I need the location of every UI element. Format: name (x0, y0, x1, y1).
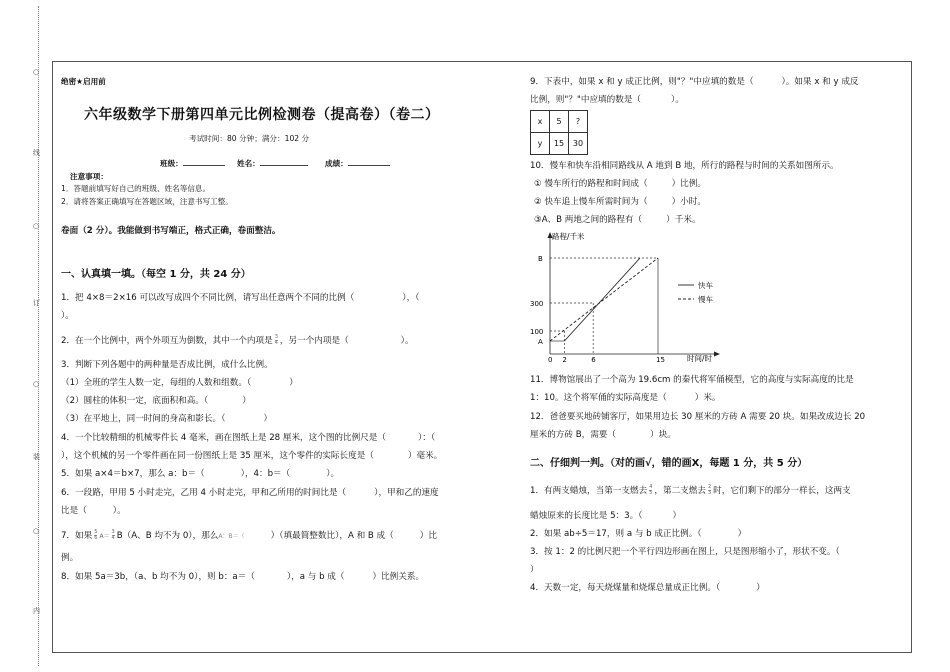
question-6: 6．一段路，甲用 5 小时走完，乙用 4 小时走完，甲和乙所用的时间比是（ ），甲和乙的速度 (61, 488, 439, 498)
question-5: 5．如果 a×4＝b×7，那么 a：b＝（ ），4：b＝（ ）。 (61, 469, 340, 479)
table-row (531, 133, 588, 155)
gutter-char: ○ (33, 222, 40, 230)
x-tick-label: 6 (591, 356, 596, 363)
exam-info: 考试时间：80 分钟；满分：102 分 (189, 134, 310, 143)
judge-1-cont: 蜡烛原来的长度比是 5：3。（ ） (530, 511, 682, 521)
question-3: 3．判断下列各题中的两种量是否成比例，成什么比例。 (61, 360, 273, 370)
page-frame (52, 61, 912, 653)
y-tick-label: 300 (530, 300, 544, 308)
note-1: 1．答题前填写好自己的班级、姓名等信息。 (61, 184, 211, 193)
name-blank[interactable] (260, 165, 308, 166)
gutter-char: ○ (33, 380, 40, 388)
question-8: 8．如果 5a＝3b，（a、b 均不为 0），则 b：a＝（ ），a 与 b 成（ ）比例关系。 (61, 572, 425, 582)
gutter-char: 线 (33, 149, 40, 157)
slow-car-line (550, 258, 658, 341)
table-cell: y (531, 133, 550, 155)
note-2: 2．请将答案正确填写在答题区域，注意书写工整。 (61, 197, 233, 206)
judge-3-cont: ） (530, 565, 539, 575)
q3-item-1: （1）全班的学生人数一定，每组的人数和组数。（ ） (61, 378, 298, 388)
gutter-char: ○ (33, 527, 40, 535)
q3-item-2: （2）圆柱的体积一定，底面积和高。（ ） (61, 396, 251, 406)
legend-label: 快车 (698, 281, 713, 290)
x-axis-arrow (714, 352, 720, 357)
judge-2: 2．如果 ab÷5＝17，则 a 与 b 成正比例。（ ） (530, 529, 747, 539)
question-12: 12．爸爸要买地砖铺客厅，如果用边长 30 厘米的方砖 A 需要 20 块。如果改成边长 20 (530, 412, 866, 422)
section-2-title: 二、仔细判一判。（对的画√，错的画X，每题 1 分，共 5 分） (530, 458, 808, 469)
gutter-char: 装 (33, 453, 40, 461)
score-field (325, 158, 390, 169)
q10-item-3: ③A、B 两地之间的路程有（ ）千米。 (534, 215, 701, 225)
secret-label: 绝密★启用前 (61, 77, 106, 86)
page-title: 六年级数学下册第四单元比例检测卷（提高卷）（卷二） (84, 107, 440, 123)
question-11-cont: 1：10。这个将军俑的实际高度是（ ）米。 (530, 393, 721, 403)
score-label: 成绩： (325, 159, 348, 168)
q2-end: ）。 (400, 336, 414, 346)
question-12-cont: 厘米的方砖 B，需要（ ）块。 (530, 430, 676, 440)
q3-item-3: （3）在平地上，同一时间的身高和影长。（ ） (61, 414, 273, 424)
name-field (237, 158, 308, 169)
judge-4: 4．天数一定，每天烧煤量和烧煤总量成正比例。（ ） (530, 583, 765, 593)
question-7-cont: 例。 (61, 553, 79, 563)
q10-item-2: ② 快车追上慢车所需时间为（ ）小时。 (534, 197, 706, 207)
class-field (160, 158, 225, 169)
neatness-note: 卷面（2 分）。我能做到书写端正，格式正确，卷面整洁。 (61, 226, 281, 236)
q1-text: 1．把 4×8＝2×16 可以改写成四个不同比例，请写出任意两个不同的比例（ (61, 293, 355, 303)
fast-car-line (564, 258, 640, 341)
x-tick-label: 2 (562, 356, 567, 363)
fraction: $\frac{5}{6}$ (94, 529, 98, 541)
question-4: 4．一个比较精细的机械零件长 4 毫米，画在图纸上是 28 厘米，这个图的比例尺是（ ）：（ (61, 433, 436, 443)
table-row (531, 111, 588, 133)
section-1-title: 一、认真填一填。（每空 1 分，共 24 分） (61, 269, 251, 280)
y-tick-label: A (538, 338, 543, 346)
x-tick-label: 15 (656, 356, 665, 363)
question-10: 10．慢车和快车沿相同路线从 A 地到 B 地，所行的路程与时间的关系如图所示。 (530, 161, 839, 171)
q10-item-1: ① 慢车所行的路程和时间成（ ）比例。 (534, 179, 706, 189)
legend-label: 慢车 (698, 295, 713, 304)
binding-line (38, 6, 39, 666)
q1-end: ）。 (61, 311, 74, 321)
table-cell: ? (569, 111, 588, 133)
x-axis-label: 时间/时 (687, 354, 713, 363)
question-2 (61, 335, 414, 347)
gutter-char: 内 (33, 607, 40, 615)
q1-sep: ），（ (402, 293, 420, 303)
fraction: $\frac{3}{4}$ (274, 334, 278, 346)
x-tick-label: 0 (548, 356, 553, 363)
xy-table (530, 110, 588, 155)
question-6-cont: 比是（ ）。 (61, 506, 126, 516)
question-7: 7．如果 $\frac{5}{6}$ A＝ $\frac{3}{4}$ B（A、B 均不为 0），那么A：B＝（ ）（填最简整数比），A 和 B 成（ ）比 (61, 529, 437, 541)
q2-text-b: ，另一个内项是（ (279, 336, 349, 346)
question-1 (61, 292, 419, 304)
score-blank[interactable] (348, 165, 390, 166)
table-cell: 15 (550, 133, 569, 155)
judge-1: 1．有两支蜡烛，当第一支燃去 $\frac{4}{5}$ ，第二支燃去 $\frac{2}{3}$ 时，它们剩下的部分一样长，这两支 (530, 484, 851, 496)
y-axis-label: 路程/千米 (552, 232, 585, 241)
question-4-cont: ），这个机械的另一个零件画在同一份图纸上是 35 厘米，这个零件的实际长度是（ ）毫米。 (61, 451, 443, 461)
question-9-cont: 比例，则"？"中应填的数是（ ）。 (530, 95, 684, 105)
table-cell: 30 (569, 133, 588, 155)
table-cell: x (531, 111, 550, 133)
y-tick-label: B (538, 255, 543, 263)
y-tick-label: 100 (530, 328, 544, 336)
class-blank[interactable] (183, 165, 225, 166)
q2-text: 2．在一个比例中，两个外项互为倒数，其中一个内项是 (61, 336, 273, 346)
gutter-char: 订 (33, 299, 40, 307)
question-9: 9．下表中，如果 x 和 y 成正比例，则"？"中应填的数是（ ）。如果 x 和 y 成反 (530, 77, 859, 87)
fraction: $\frac{2}{3}$ (707, 484, 712, 496)
fraction: $\frac{3}{4}$ (111, 529, 115, 541)
fraction: $\frac{4}{5}$ (649, 484, 653, 496)
distance-time-chart (530, 228, 730, 363)
class-label: 班级： (160, 159, 183, 168)
judge-3: 3．按 1：2 的比例尺把一个平行四边形画在图上，只是图形缩小了，形状不变。（ (530, 547, 840, 557)
gutter-char: ○ (33, 68, 40, 76)
table-cell: 5 (550, 111, 569, 133)
notes-title: 注意事项： (70, 172, 108, 181)
question-11: 11．博物馆展出了一个高为 19.6cm 的秦代将军俑模型，它的高度与实际高度的比是 (530, 375, 854, 385)
name-label: 姓名： (237, 159, 260, 168)
